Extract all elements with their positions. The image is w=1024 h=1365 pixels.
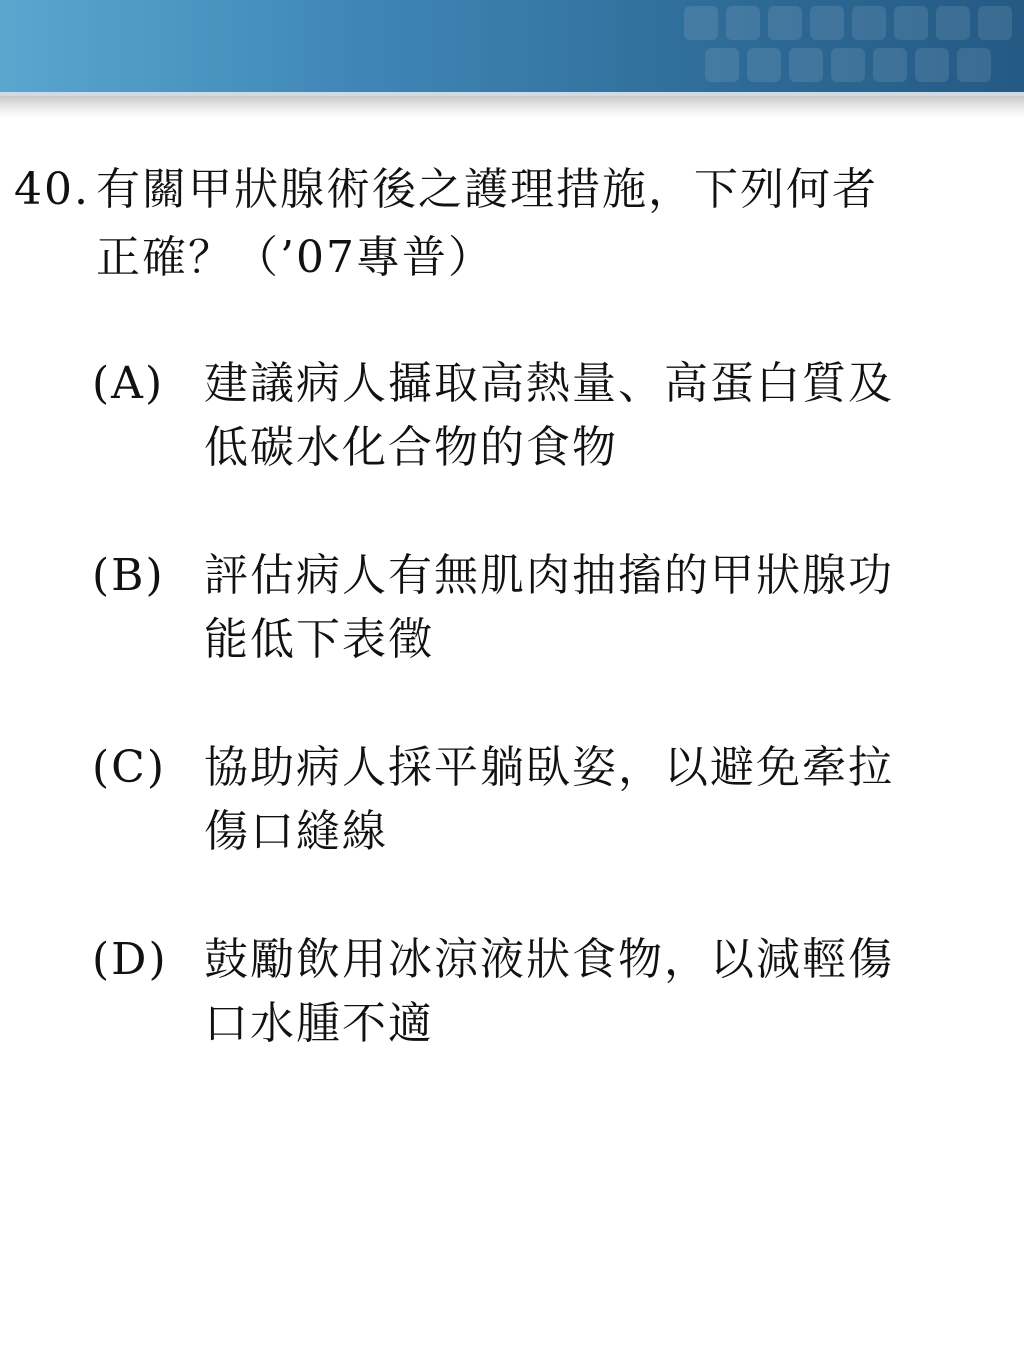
banner-tile	[978, 6, 1012, 40]
banner-tile	[789, 48, 823, 82]
banner-tile	[768, 6, 802, 40]
option-d-label: (D)	[92, 934, 168, 985]
option-c-text-line1: 協助病人採平躺臥姿，以避免牽拉	[204, 742, 894, 793]
option-d-text-line2: 口水腫不適	[204, 998, 434, 1049]
banner-tile	[810, 6, 844, 40]
banner-tile	[915, 48, 949, 82]
option-d-text-line1: 鼓勵飲用冰涼液狀食物，以減輕傷	[204, 934, 894, 985]
banner-tile-pattern	[684, 6, 1014, 86]
banner-tile	[936, 6, 970, 40]
banner-tile	[726, 6, 760, 40]
option-a-text-line1: 建議病人攝取高熱量、高蛋白質及	[204, 358, 894, 409]
option-b-text-line1: 評估病人有無肌肉抽搐的甲狀腺功	[204, 550, 894, 601]
banner-tile	[894, 6, 928, 40]
question-text-line2: 正確？（’07專普）	[96, 232, 494, 283]
banner-tile	[831, 48, 865, 82]
banner-tile	[957, 48, 991, 82]
option-b-label: (B)	[92, 550, 165, 601]
question-number: 40.	[14, 164, 90, 215]
banner-tile	[873, 48, 907, 82]
banner-tile	[852, 6, 886, 40]
option-a-label: (A)	[92, 358, 165, 409]
option-b-text-line2: 能低下表徵	[204, 614, 434, 665]
option-c-text-line2: 傷口縫線	[204, 806, 388, 857]
header-banner	[0, 0, 1024, 92]
banner-shadow	[0, 96, 1024, 118]
option-c-label: (C)	[92, 742, 166, 793]
banner-tile	[705, 48, 739, 82]
question-text-line1: 有關甲狀腺術後之護理措施，下列何者	[96, 164, 878, 215]
banner-tile	[747, 48, 781, 82]
banner-tile	[684, 6, 718, 40]
option-a-text-line2: 低碳水化合物的食物	[204, 422, 618, 473]
